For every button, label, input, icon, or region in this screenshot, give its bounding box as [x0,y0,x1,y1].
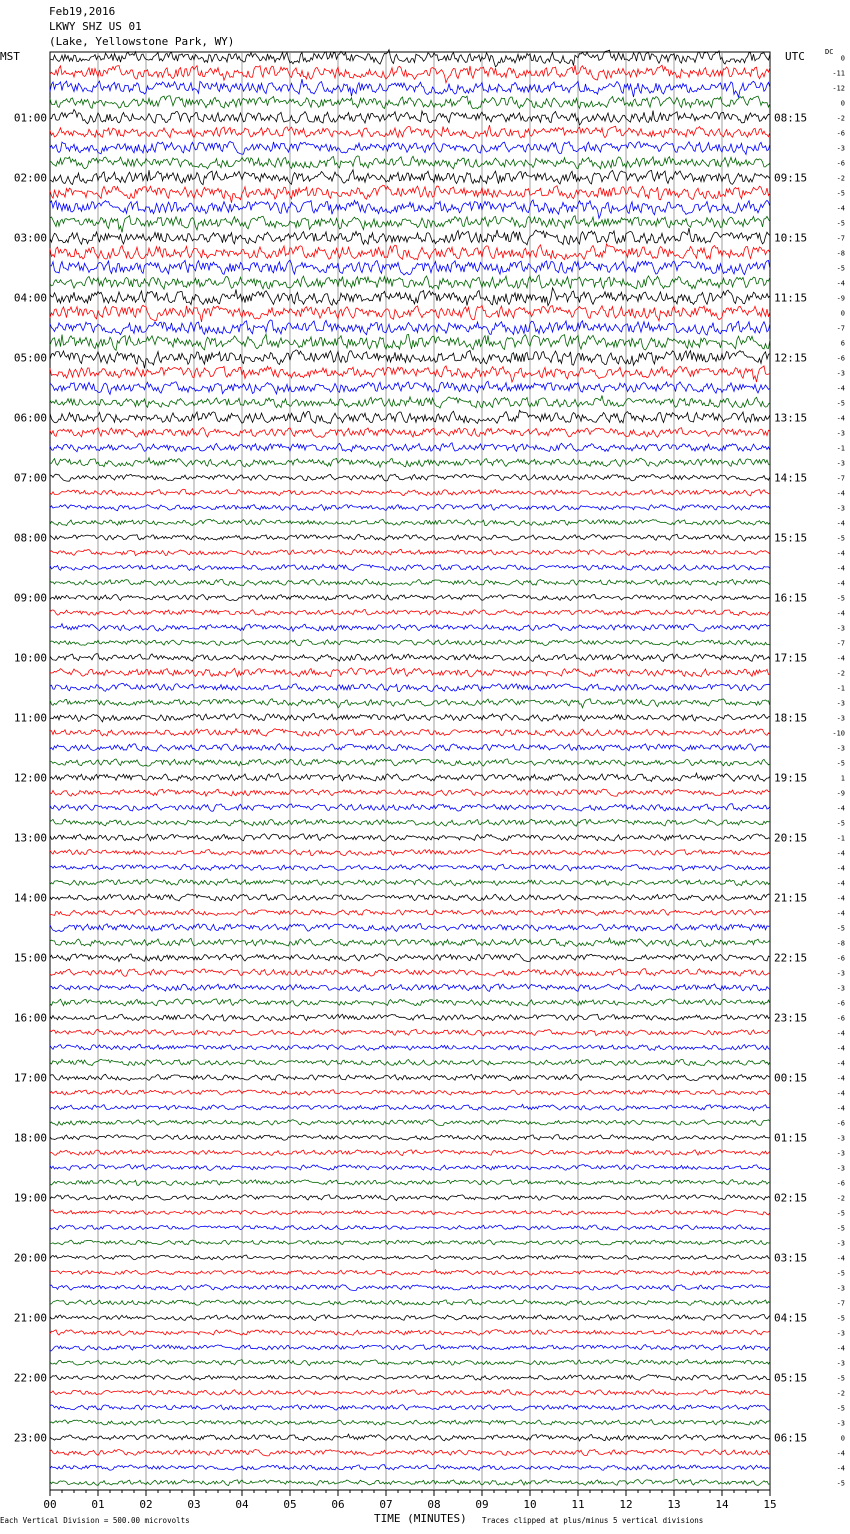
seismic-trace [50,216,770,233]
seismic-trace [50,1360,770,1366]
dc-offset-label: -5 [836,924,845,933]
seismic-trace [50,938,770,947]
dc-offset-label: -4 [836,1029,845,1038]
left-hour-label: 02:00 [13,171,47,185]
seismic-trace [50,729,770,737]
seismic-trace [50,1300,770,1306]
right-hour-label: 12:15 [774,351,808,365]
dc-offset-label: -4 [836,549,845,558]
dc-offset-label: -7 [836,474,845,483]
seismic-trace [50,1315,770,1321]
left-hour-label: 03:00 [13,231,47,245]
clip-note: Traces clipped at plus/minus 5 vertical divisions [482,1516,704,1525]
dc-offset-label: -4 [836,1074,845,1083]
dc-offset-label: -4 [836,1044,845,1053]
seismic-trace [50,504,770,511]
seismic-trace [50,999,770,1006]
dc-offset-label: -1 [836,834,845,843]
x-tick-label: 13 [667,1498,681,1511]
seismic-trace [50,1285,770,1291]
dc-offset-label: -4 [836,1089,845,1098]
left-hour-label: 06:00 [13,411,47,425]
seismic-trace [50,1405,770,1411]
seismic-trace [50,683,770,691]
right-hour-label: 20:15 [774,831,808,845]
seismic-trace [50,804,770,812]
x-tick-label: 09 [475,1498,489,1511]
seismic-trace [50,275,770,289]
dc-offset-label: -8 [836,939,845,948]
dc-offset-label: -4 [836,204,845,213]
dc-offset-label: -7 [836,324,845,333]
seismic-trace [50,1449,770,1456]
x-tick-label: 14 [715,1498,729,1511]
dc-offset-label: 0 [840,1434,845,1443]
dc-offset-label: -6 [836,354,845,363]
dc-offset-label: -1 [836,444,845,453]
seismic-trace [50,1240,770,1245]
dc-offset-label: -4 [836,489,845,498]
dc-offset-label: -3 [836,714,845,723]
x-tick-label: 00 [43,1498,57,1511]
dc-label: DC [825,48,834,56]
seismic-trace [50,366,770,382]
left-timezone-label: MST [0,50,20,63]
seismic-trace [50,699,770,708]
date-label: Feb19,2016 [49,5,116,18]
seismic-trace [50,549,770,555]
right-hour-label: 14:15 [774,471,808,485]
left-hour-label: 12:00 [13,771,47,785]
seismic-trace [50,519,770,525]
seismic-trace [50,1074,770,1080]
seismic-trace [50,458,770,467]
left-hour-label: 15:00 [13,951,47,965]
right-hour-label: 04:15 [774,1311,808,1325]
dc-offset-label: -5 [836,1209,845,1218]
dc-offset-label: -6 [836,129,845,138]
seismic-trace [50,1014,770,1021]
right-hour-label: 06:15 [774,1431,808,1445]
seismic-trace [50,864,770,871]
dc-offset-label: -3 [836,624,845,633]
seismic-trace [50,1270,770,1275]
x-tick-label: 07 [379,1498,393,1511]
dc-offset-label: -7 [836,1299,845,1308]
seismic-trace [50,1029,770,1036]
x-axis-label: TIME (MINUTES) [374,1512,467,1525]
seismic-trace [50,1434,770,1441]
x-tick-label: 11 [571,1498,585,1511]
seismic-trace [50,381,770,394]
seismic-trace [50,894,770,901]
dc-offset-label: -5 [836,1314,845,1323]
seismic-trace [50,1465,770,1471]
x-tick-label: 05 [283,1498,297,1511]
seismic-trace [50,1120,770,1126]
dc-offset-label: -3 [836,969,845,978]
dc-offset-label: -4 [836,1464,845,1473]
dc-offset-label: -3 [836,144,845,153]
seismic-trace [50,110,770,126]
dc-offset-label: -4 [836,384,845,393]
seismic-trace [50,594,770,600]
seismic-trace [50,624,770,632]
dc-offset-label: -3 [836,1164,845,1173]
seismic-trace [50,1480,770,1486]
right-timezone-label: UTC [785,50,805,63]
x-tick-label: 03 [187,1498,201,1511]
left-hour-label: 08:00 [13,531,47,545]
right-hour-label: 17:15 [774,651,808,665]
x-tick-label: 12 [619,1498,633,1511]
dc-offset-label: -2 [836,174,845,183]
right-hour-label: 16:15 [774,591,808,605]
dc-offset-label: -5 [836,1224,845,1233]
seismic-trace [50,489,770,496]
dc-offset-label: -7 [836,234,845,243]
seismic-trace [50,228,770,245]
seismic-trace [50,834,770,841]
dc-offset-label: -3 [836,1134,845,1143]
dc-offset-label: -5 [836,594,845,603]
right-hour-label: 10:15 [774,231,808,245]
seismic-trace [50,789,770,796]
seismic-trace [50,954,770,962]
seismic-trace [50,474,770,481]
vertical-division-note: Each Vertical Division = 500.00 microvolts [0,1516,190,1525]
dc-offset-label: -4 [836,1254,845,1263]
dc-offset-label: -2 [836,669,845,678]
left-hour-label: 20:00 [13,1251,47,1265]
seismic-trace [50,1165,770,1171]
seismic-trace [50,1375,770,1381]
dc-offset-label: -4 [836,1449,845,1458]
dc-offset-label: -4 [836,1344,845,1353]
right-hour-label: 11:15 [774,291,808,305]
dc-offset-label: -3 [836,744,845,753]
seismic-trace [50,170,770,185]
right-hour-label: 09:15 [774,171,808,185]
dc-offset-label: -6 [836,1119,845,1128]
right-hour-label: 19:15 [774,771,808,785]
seismic-trace [50,909,770,915]
seismic-trace [50,125,770,138]
seismic-trace [50,1330,770,1336]
left-hour-label: 07:00 [13,471,47,485]
seismic-trace [50,156,770,169]
dc-offset-label: -2 [836,1194,845,1203]
dc-offset-label: -4 [836,909,845,918]
right-hour-label: 21:15 [774,891,808,905]
left-hour-label: 13:00 [13,831,47,845]
seismic-trace [50,395,770,408]
dc-offset-label: -4 [836,894,845,903]
seismic-trace [50,1044,770,1050]
seismic-trace [50,1180,770,1186]
seismic-trace [50,1210,770,1215]
seismic-trace [50,443,770,452]
seismic-trace [50,1255,770,1260]
seismic-trace [50,141,770,154]
dc-offset-label: -5 [836,1269,845,1278]
left-hour-label: 21:00 [13,1311,47,1325]
seismic-trace [50,534,770,541]
x-tick-label: 15 [763,1498,777,1511]
dc-offset-label: -6 [836,954,845,963]
right-hour-label: 00:15 [774,1071,808,1085]
x-tick-label: 02 [139,1498,153,1511]
left-hour-label: 04:00 [13,291,47,305]
right-hour-label: 05:15 [774,1371,808,1385]
dc-offset-label: -4 [836,879,845,888]
dc-offset-label: -4 [836,519,845,528]
seismic-trace [50,185,770,203]
station-label: LKWY SHZ US 01 [49,20,142,33]
seismic-trace [50,65,770,83]
dc-offset-label: -3 [836,429,845,438]
dc-offset-label: -5 [836,819,845,828]
left-hour-label: 14:00 [13,891,47,905]
seismic-trace [50,428,770,438]
seismic-trace [50,1150,770,1156]
seismic-trace [50,640,770,646]
seismic-trace [50,850,770,856]
dc-offset-label: -4 [836,1104,845,1113]
seismic-trace [50,879,770,886]
right-hour-label: 22:15 [774,951,808,965]
dc-offset-label: -3 [836,699,845,708]
dc-offset-label: -4 [836,849,845,858]
left-hour-label: 09:00 [13,591,47,605]
dc-offset-label: -10 [832,729,845,738]
dc-offset-label: -4 [836,564,845,573]
location-label: (Lake, Yellowstone Park, WY) [49,35,235,48]
dc-offset-label: -11 [832,69,845,78]
seismic-trace [50,200,770,218]
dc-offset-label: 0 [840,54,845,63]
right-hour-label: 08:15 [774,111,808,125]
dc-offset-label: -1 [836,684,845,693]
dc-offset-label: -9 [836,294,845,303]
seismic-trace [50,288,770,306]
dc-offset-label: -2 [836,1389,845,1398]
seismic-trace [50,334,770,350]
dc-offset-label: -4 [836,654,845,663]
dc-offset-label: -3 [836,1284,845,1293]
seismic-trace [50,668,770,677]
dc-offset-label: -12 [832,84,845,93]
x-tick-label: 01 [91,1498,105,1511]
dc-offset-label: -6 [836,1014,845,1023]
dc-offset-label: -4 [836,1059,845,1068]
dc-offset-label: -5 [836,399,845,408]
dc-offset-label: -3 [836,1149,845,1158]
seismic-trace [50,564,770,570]
seismic-trace [50,1195,770,1201]
dc-offset-label: -4 [836,609,845,618]
seismic-trace [50,350,770,368]
seismic-trace [50,79,770,97]
left-hour-label: 01:00 [13,111,47,125]
dc-offset-label: -5 [836,1404,845,1413]
seismic-trace [50,1225,770,1230]
dc-offset-label: -6 [836,159,845,168]
left-hour-label: 17:00 [13,1071,47,1085]
dc-offset-label: -3 [836,1239,845,1248]
seismic-trace [50,609,770,615]
dc-offset-label: 0 [840,99,845,108]
right-hour-label: 01:15 [774,1131,808,1145]
left-hour-label: 11:00 [13,711,47,725]
dc-offset-label: -4 [836,804,845,813]
dc-offset-label: -4 [836,414,845,423]
seismic-trace [50,579,770,585]
seismic-trace [50,320,770,335]
dc-offset-label: -5 [836,534,845,543]
dc-offset-label: -9 [836,789,845,798]
seismic-trace [50,759,770,766]
dc-offset-label: -4 [836,864,845,873]
seismic-trace [50,1420,770,1426]
dc-offset-label: -5 [836,1374,845,1383]
seismic-trace [50,924,770,932]
dc-offset-label: -5 [836,1479,845,1488]
dc-offset-label: -2 [836,114,845,123]
x-tick-label: 04 [235,1498,249,1511]
dc-offset-label: -3 [836,1329,845,1338]
right-hour-label: 13:15 [774,411,808,425]
left-hour-label: 05:00 [13,351,47,365]
left-hour-label: 16:00 [13,1011,47,1025]
dc-offset-label: -5 [836,189,845,198]
dc-offset-label: 6 [840,339,845,348]
seismic-trace [50,1104,770,1110]
dc-offset-label: -8 [836,249,845,258]
seismic-trace [50,260,770,275]
left-hour-label: 19:00 [13,1191,47,1205]
x-tick-label: 06 [331,1498,345,1511]
seismic-trace [50,1390,770,1396]
seismic-trace [50,1059,770,1065]
dc-offset-label: -3 [836,459,845,468]
seismic-trace [50,1135,770,1141]
right-hour-label: 23:15 [774,1011,808,1025]
left-hour-label: 18:00 [13,1131,47,1145]
dc-offset-label: -3 [836,984,845,993]
dc-offset-label: -3 [836,1419,845,1428]
left-hour-label: 23:00 [13,1431,47,1445]
dc-offset-label: -5 [836,759,845,768]
dc-offset-label: -5 [836,219,845,228]
right-hour-label: 03:15 [774,1251,808,1265]
dc-offset-label: -6 [836,999,845,1008]
dc-offset-label: 1 [840,774,845,783]
seismic-trace [50,305,770,322]
dc-offset-label: -4 [836,579,845,588]
seismic-trace [50,773,770,781]
seismic-trace [50,96,770,109]
seismic-trace [50,819,770,826]
dc-offset-label: -6 [836,1179,845,1188]
dc-offset-label: -5 [836,264,845,273]
seismic-trace [50,969,770,977]
seismic-trace [50,744,770,752]
dc-offset-label: -4 [836,279,845,288]
seismic-trace [50,244,770,260]
right-hour-label: 18:15 [774,711,808,725]
seismic-trace [50,410,770,423]
dc-offset-label: -3 [836,504,845,513]
dc-offset-label: -3 [836,1359,845,1368]
x-tick-label: 08 [427,1498,441,1511]
seismic-trace [50,984,770,991]
right-hour-label: 15:15 [774,531,808,545]
left-hour-label: 22:00 [13,1371,47,1385]
x-tick-label: 10 [523,1498,537,1511]
left-hour-label: 10:00 [13,651,47,665]
right-hour-label: 02:15 [774,1191,808,1205]
seismic-trace [50,713,770,721]
dc-offset-label: -3 [836,369,845,378]
dc-offset-label: 0 [840,309,845,318]
seismic-trace [50,1090,770,1095]
seismic-trace [50,1345,770,1351]
dc-offset-label: -7 [836,639,845,648]
seismic-trace [50,654,770,662]
